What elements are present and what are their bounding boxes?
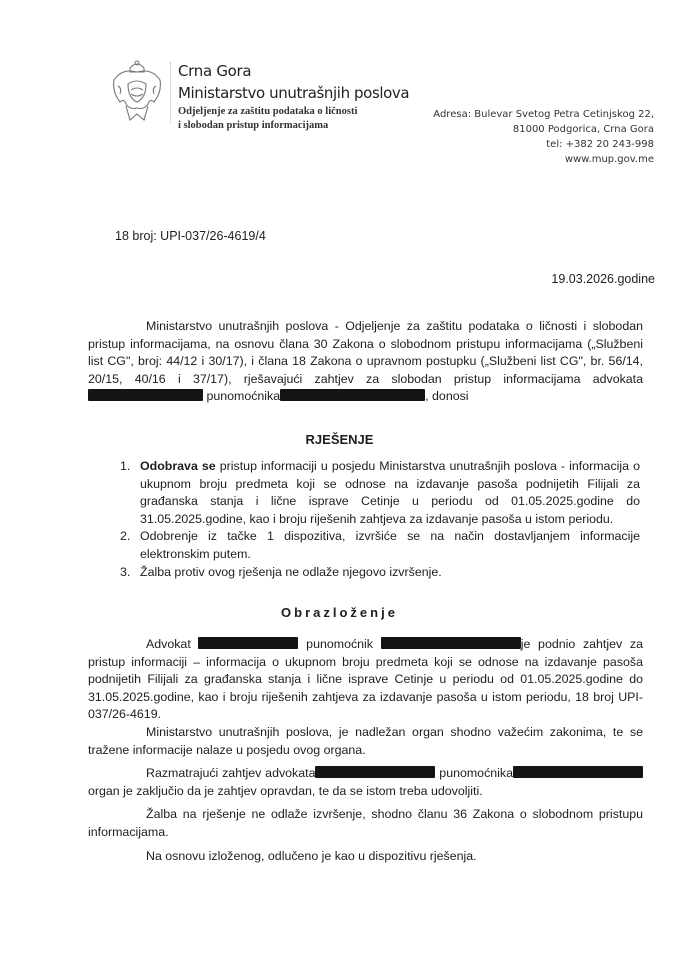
item-text: Žalba protiv ovog rješenja ne odlaže njegovo izvršenje.: [140, 564, 442, 579]
item-number: 1.: [120, 459, 131, 473]
ministry-name: Ministarstvo unutrašnjih poslova: [178, 84, 410, 102]
intro-text-3: , donosi: [425, 389, 469, 404]
item-bold-lead: Odobrava se: [140, 459, 216, 473]
country-name: Crna Gora: [178, 62, 252, 80]
redacted-name: [513, 766, 643, 778]
item-text: pristup informaciji u posjedu Ministarstva unutrašnjih poslova - informacija o ukupnom broju predmeta koji se odnose na izdavanje pasoša podnijetih Filijali za građanska stanja i lične isprave Cetinje u periodu od 01.05.2025.godine do 31.05.2025.godine, kao i broju riješenih zahtjeva za izdavanje pasoša u istom periodu.: [140, 459, 640, 526]
department-line-2: i slobodan pristup informacijama: [178, 120, 329, 131]
redacted-name: [88, 389, 203, 401]
reasoning-text: organ je zaključio da je zahtjev opravdan, te da se istom treba udovoljiti.: [88, 783, 483, 798]
redacted-name: [381, 637, 521, 649]
coat-of-arms-icon: [108, 58, 166, 128]
reasoning-body: [88, 636, 643, 871]
redacted-name: [280, 389, 425, 401]
reasoning-text: Ministarstvo unutrašnjih poslova, je nadležan organ shodno važećim zakonima, te se tražene informacije nalaze u posjedu ovog organa.: [88, 724, 643, 757]
reasoning-text: punomoćnik: [298, 637, 381, 651]
reference-number: 18 broj: UPI-037/26-4619/4: [115, 229, 266, 243]
reasoning-paragraph: [88, 724, 643, 759]
address-website: www.mup.gov.me: [564, 154, 654, 165]
decision-item: [120, 564, 640, 582]
decision-item: [120, 528, 640, 563]
redacted-name: [198, 637, 298, 649]
decision-title: RJEŠENJE: [305, 432, 374, 447]
redacted-name: [315, 766, 435, 778]
address-phone: tel: +382 20 243-998: [546, 139, 654, 150]
header-divider: [170, 62, 171, 124]
decision-list: [120, 458, 640, 581]
item-number: 3.: [120, 564, 131, 579]
address-block: [354, 107, 654, 167]
reasoning-text: punomoćnika: [435, 766, 513, 781]
reasoning-paragraph: [88, 636, 643, 724]
decision-item: [120, 458, 640, 528]
department-name: [178, 105, 357, 133]
address-street: Adresa: Bulevar Svetog Petra Cetinjskog 22,: [433, 109, 654, 120]
item-text: Odobrenje iz tačke 1 dispozitiva, izvršiće se na način dostavljanjem informacije elektronskim putem.: [140, 529, 640, 561]
reasoning-paragraph: [88, 806, 643, 841]
reasoning-paragraph: [88, 848, 643, 866]
reasoning-title: Obrazloženje: [281, 605, 398, 620]
department-line-1: Odjeljenje za zaštitu podataka o ličnosti: [178, 106, 358, 117]
intro-text-2: punomoćnika: [203, 389, 281, 404]
reasoning-text: Žalba na rješenje ne odlaže izvršenje, shodno članu 36 Zakona o slobodnom pristupu informacijama.: [88, 807, 643, 839]
item-number: 2.: [120, 529, 131, 544]
reasoning-text: Advokat: [146, 637, 199, 651]
address-city: 81000 Podgorica, Crna Gora: [512, 124, 654, 135]
intro-text-1: Ministarstvo unutrašnjih poslova - Odjeljenje za zaštitu podataka o ličnosti i slobodan pristup informacijama, na osnovu člana 30 Zakona o slobodnom pristupu informacijama („Službeni list CG", broj: 44/12 i 30/17), i člana 18 Zakona o upravnom postupku („Službeni list CG", br. 56/14, 20/15, 40/16 i 37/17), rješavajući zahtjev za slobodan pristup informacijama advokata: [88, 319, 643, 386]
intro-paragraph: [88, 318, 643, 406]
reasoning-text: Razmatrajući zahtjev advokata: [146, 766, 316, 781]
reasoning-text: Na osnovu izloženog, odlučeno je kao u dispozitivu rješenja.: [146, 848, 477, 863]
document-date: 19.03.2026.godine: [551, 272, 655, 286]
reasoning-text: je podnio zahtjev za pristup informaciji – informacija o ukupnom broju predmeta koji se odnose na izdavanje pasoša podnijetih Filijali za građanska stanja i lične isprave Cetinje u periodu od 01.05.2025.godine do 31.05.2025.godine, kao i broju riješenih zahtjeva za izdavanje pasoša u istom periodu, 18 broj UPI-037/26-4619.: [88, 637, 644, 722]
reasoning-paragraph: [88, 765, 643, 800]
